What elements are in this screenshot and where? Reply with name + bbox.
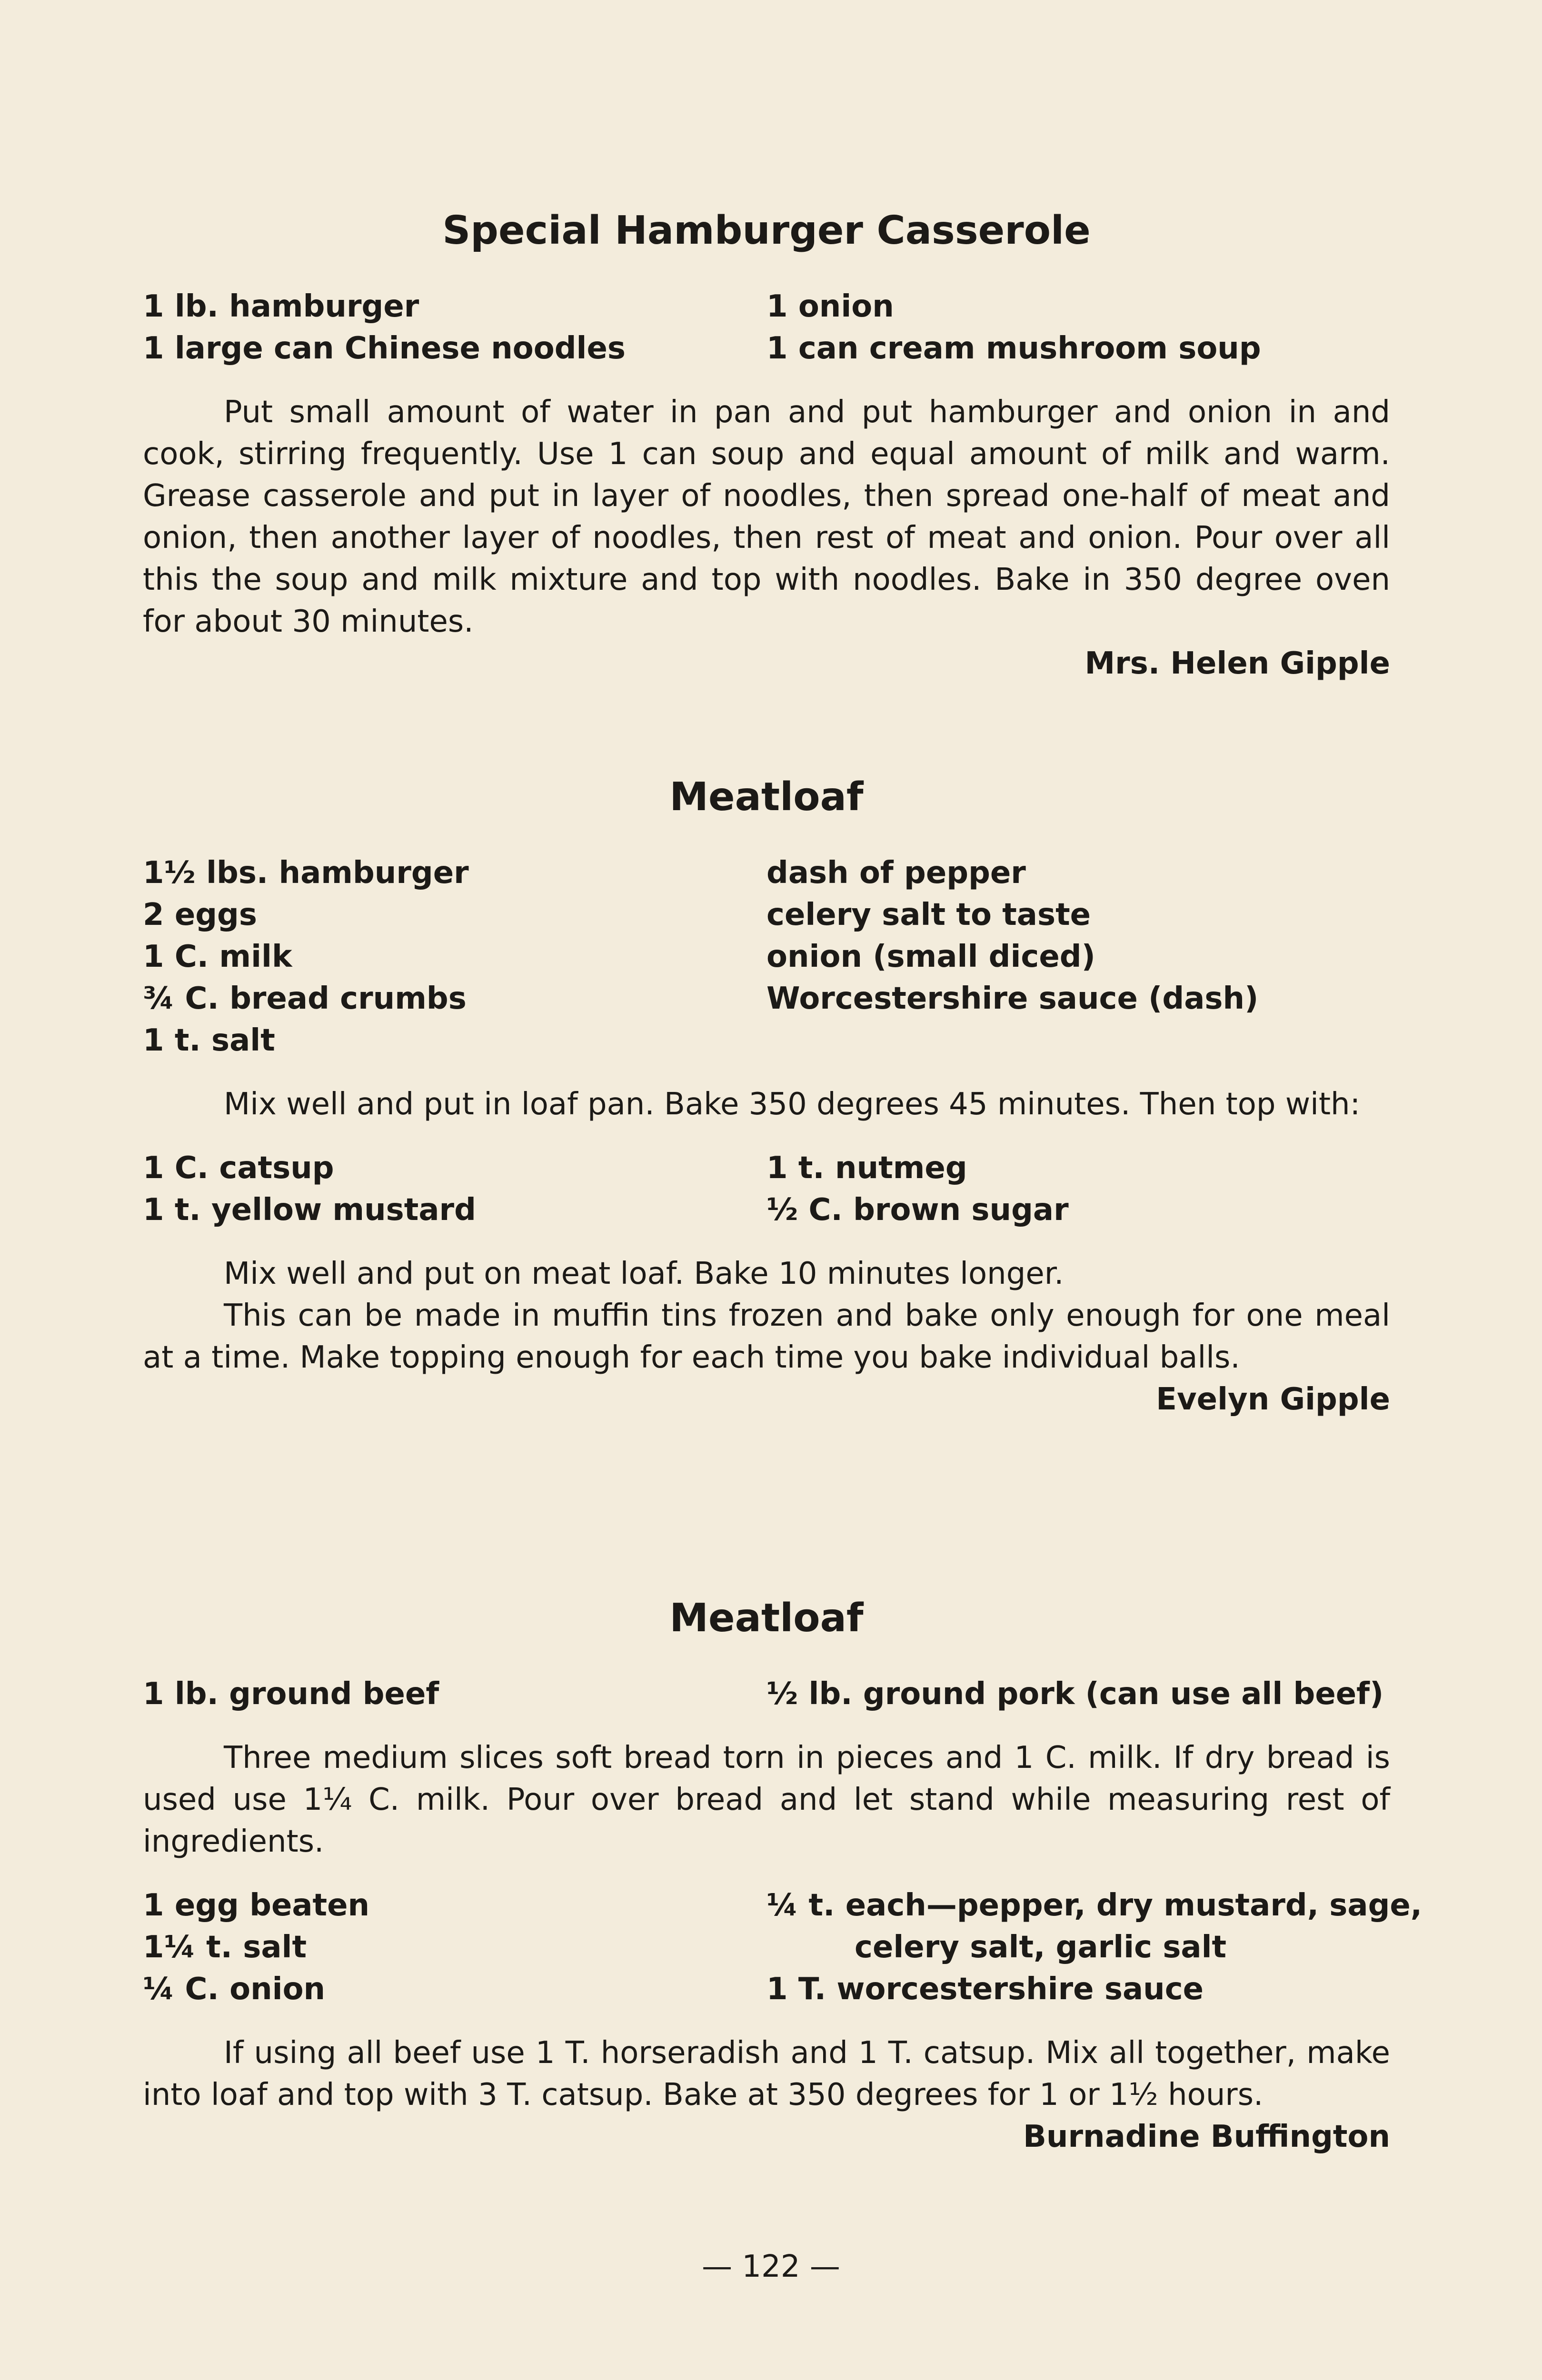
ingredient-item: 1¼ t. salt [143,1930,307,1965]
topping-column-right [766,1147,1390,1231]
ingredient-item: celery salt, garlic salt [855,1930,1227,1965]
recipe-author: Evelyn Gipple [1156,1382,1390,1418]
instructions-paragraph: Mix well and put on meat loaf. Bake 10 minutes longer. [224,1256,1064,1292]
ingredient-item: 1 egg beaten [143,1888,370,1924]
ingredient-item: 1 onion [766,289,894,325]
ingredient-item: celery salt to taste [766,897,1091,933]
ingredient-item: ¼ C. onion [143,1972,326,2007]
ingredient-column-left [143,852,766,1061]
topping-column-left [143,1147,766,1231]
ingredient-list [143,286,1390,369]
ingredient-item: 1 T. worcestershire sauce [766,1972,1204,2007]
ingredient-item: 1 t. salt [143,1023,275,1059]
recipe-meatloaf-1 [143,776,1390,1420]
ingredient-item: 1 lb. ground beef [143,1676,439,1712]
recipe-special-hamburger-casserole [143,209,1390,684]
ingredient-item: onion (small diced) [766,939,1095,975]
ingredient-column-left [143,286,766,369]
ingredient-item: 1 lb. hamburger [143,289,419,325]
ingredient-column-right [766,852,1390,1061]
recipe-title: Special Hamburger Casserole [442,208,1091,253]
ingredient-column-right [766,1884,1423,2010]
recipe-meatloaf-2 [143,1596,1423,2158]
instructions-paragraph: Put small amount of water in pan and put hamburger and onion in and cook, stirring frequently. Use 1 can soup and equal amount of milk and warm. Grease casserole and put in layer of noodles, then spread one-half of meat and onion, then another layer of noodles, then rest of meat and onion. Pour over all this the soup and milk mixture and top with noodles. Bake in 350 degree oven for about 30 minutes. [143,395,1390,640]
ingredient-column-left [143,1673,766,1715]
ingredient-column-left [143,1884,766,2010]
topping-item: ½ C. brown sugar [766,1192,1069,1228]
instructions-paragraph: Mix well and put in loaf pan. Bake 350 degrees 45 minutes. Then top with: [224,1087,1361,1122]
ingredient-item: ¼ t. each—pepper, dry mustard, sage, [766,1888,1423,1924]
recipe-author: Mrs. Helen Gipple [1084,646,1390,682]
topping-item: 1 t. nutmeg [766,1150,967,1186]
ingredient-list [143,852,1390,1061]
ingredient-item: 1 large can Chinese noodles [143,331,626,367]
recipe-author: Burnadine Buffington [1023,2119,1390,2155]
ingredient-column-right [766,1673,1390,1715]
ingredient-item: dash of pepper [766,855,1026,891]
ingredient-list [143,1673,1390,1715]
ingredient-item: 2 eggs [143,897,257,933]
page-number: — 122 — [702,2249,840,2284]
instructions-paragraph: If using all beef use 1 T. horseradish and 1 T. catsup. Mix all together, make into loaf and top with 3 T. catsup. Bake at 350 degrees for 1 or 1½ hours. [143,2035,1390,2113]
topping-list [143,1147,1390,1231]
ingredient-item: 1 can cream mushroom soup [766,331,1261,367]
ingredient-list-2 [143,1884,1423,2010]
instructions-paragraph: This can be made in muffin tins frozen and bake only enough for one meal at a time. Make topping enough for each time you bake individual balls. [143,1298,1390,1376]
ingredient-column-right [766,286,1390,369]
topping-item: 1 C. catsup [143,1150,334,1186]
ingredient-item: 1 C. milk [143,939,292,975]
ingredient-item: ½ lb. ground pork (can use all beef) [766,1676,1384,1712]
ingredient-item: Worcestershire sauce (dash) [766,981,1259,1017]
ingredient-item: ¾ C. bread crumbs [143,981,467,1017]
instructions-paragraph: Three medium slices soft bread torn in pieces and 1 C. milk. If dry bread is used use 1¼ C. milk. Pour over bread and let stand while measuring rest of ingredients. [143,1740,1390,1860]
recipe-title: Meatloaf [669,1596,864,1641]
recipe-title: Meatloaf [669,774,864,820]
topping-item: 1 t. yellow mustard [143,1192,476,1228]
ingredient-item: 1½ lbs. hamburger [143,855,469,891]
